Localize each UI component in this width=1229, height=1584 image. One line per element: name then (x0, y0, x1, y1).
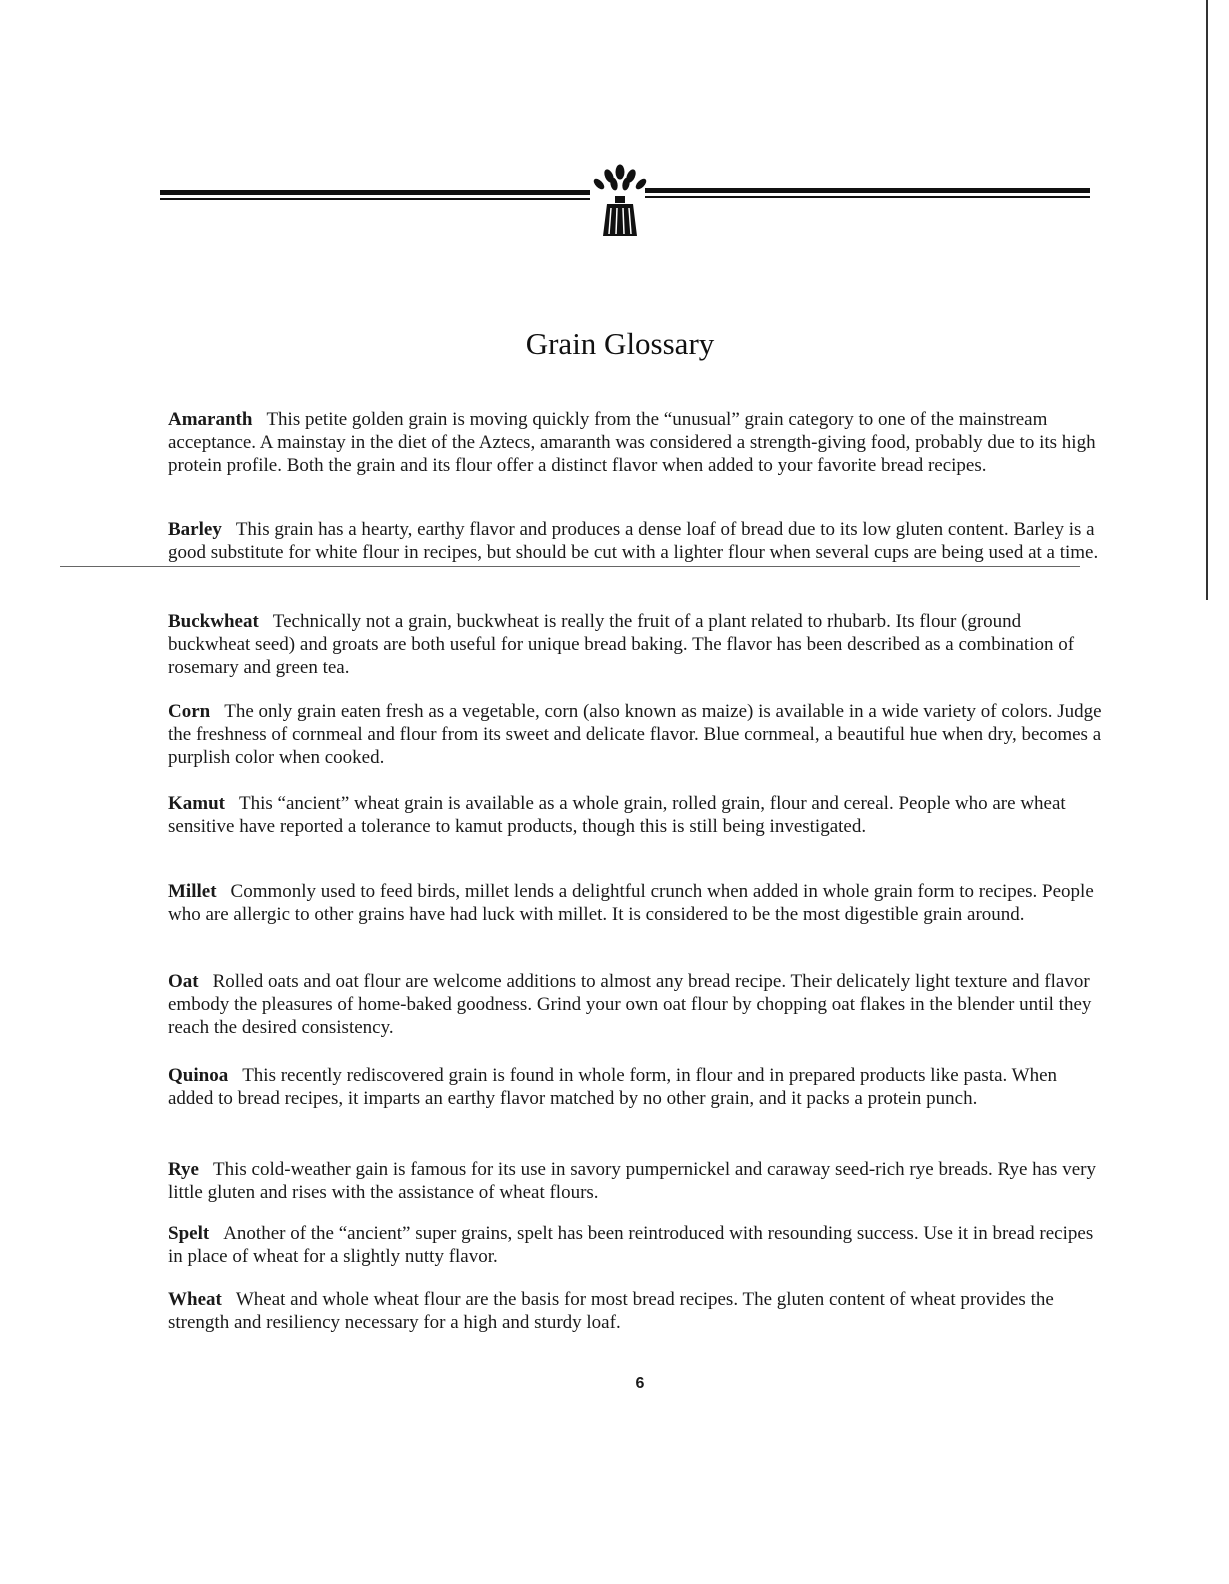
page-title: Grain Glossary (525, 326, 715, 361)
glossary-term: Rye (168, 1159, 199, 1180)
glossary-entry-kamut (168, 792, 1103, 838)
page-number: 6 (635, 1375, 645, 1392)
glossary-term: Kamut (168, 793, 225, 814)
glossary-definition: The only grain eaten fresh as a vegetable, corn (also known as maize) is available in a wide variety of colors. Judge the freshness of cornmeal and flour from its sweet and delicate flavor. Blue cornmeal, a beautiful hue when dry, becomes a purplish color when cooked. (168, 701, 1102, 768)
glossary-entry-quinoa (168, 1064, 1103, 1110)
glossary-definition: Technically not a grain, buckwheat is really the fruit of a plant related to rhubarb. Its flour (ground buckwheat seed) and groats are both useful for unique bread baking. The flavor has been described as a combination of rosemary and green tea. (168, 611, 1075, 678)
glossary-definition: Wheat and whole wheat flour are the basis for most bread recipes. The gluten content of wheat provides the strength and resiliency necessary for a high and sturdy loaf. (168, 1289, 1054, 1333)
glossary-entry-buckwheat (168, 610, 1103, 679)
page-edge-line (1206, 0, 1208, 600)
glossary-entry-spelt (168, 1222, 1103, 1268)
scan-crease-line (60, 566, 1080, 567)
glossary-definition: This “ancient” wheat grain is available as a whole grain, rolled grain, flour and cereal. People who are wheat sensitive have reported a tolerance to kamut products, though this is still being investigated. (168, 793, 1066, 837)
glossary-term: Millet (168, 881, 217, 902)
glossary-term: Corn (168, 701, 211, 722)
glossary-entry-rye (168, 1158, 1103, 1204)
glossary-term: Spelt (168, 1223, 210, 1244)
glossary-definition: Another of the “ancient” super grains, spelt has been reintroduced with resounding success. Use it in bread recipes in place of wheat for a slightly nutty flavor. (168, 1223, 1094, 1267)
glossary-entry-millet (168, 880, 1103, 926)
glossary-definition: This grain has a hearty, earthy flavor and produces a dense loaf of bread due to its low gluten content. Barley is a good substitute for white flour in recipes, but should be cut with a lighter flour when several cups are being used at a time. (168, 519, 1099, 563)
glossary-term: Quinoa (168, 1065, 229, 1086)
rule-left-thick (160, 190, 590, 195)
glossary-term: Oat (168, 971, 199, 992)
glossary-definition: This cold-weather gain is famous for its use in savory pumpernickel and caraway seed-rich rye breads. Rye has very little gluten and rises with the assistance of wheat flours. (168, 1159, 1096, 1203)
glossary-entry-barley (168, 518, 1103, 564)
glossary-definition: Rolled oats and oat flour are welcome additions to almost any bread recipe. Their delicately light texture and flavor embody the pleasures of home-baked goodness. Grind your own oat flour by chopping oat flakes in the blender until they reach the desired consistency. (168, 971, 1092, 1038)
rule-right-thin (645, 196, 1090, 198)
glossary-definition: This recently rediscovered grain is found in whole form, in flour and in prepared products like pasta. When added to bread recipes, it imparts an earthy flavor matched by no other grain, and it packs a protein punch. (168, 1065, 1058, 1109)
glossary-term: Wheat (168, 1289, 222, 1310)
wheat-sheaf-icon (585, 162, 655, 240)
glossary-term: Barley (168, 519, 222, 540)
glossary-term: Amaranth (168, 409, 253, 430)
glossary-entry-wheat (168, 1288, 1103, 1334)
glossary-entry-corn (168, 700, 1103, 769)
glossary-entry-amaranth (168, 408, 1103, 477)
rule-right-thick (645, 188, 1090, 193)
glossary-definition: This petite golden grain is moving quickly from the “unusual” grain category to one of the mainstream acceptance. A mainstay in the diet of the Aztecs, amaranth was considered a strength-giving food, probably due to its high protein profile. Both the grain and its flour offer a distinct flavor when added to your favorite bread recipes. (168, 409, 1096, 476)
rule-left-thin (160, 198, 590, 200)
glossary-definition: Commonly used to feed birds, millet lends a delightful crunch when added in whole grain form to recipes. People who are allergic to other grains have had luck with millet. It is considered to be the most digestible grain around. (168, 881, 1094, 925)
glossary-term: Buckwheat (168, 611, 259, 632)
glossary-entry-oat (168, 970, 1103, 1039)
